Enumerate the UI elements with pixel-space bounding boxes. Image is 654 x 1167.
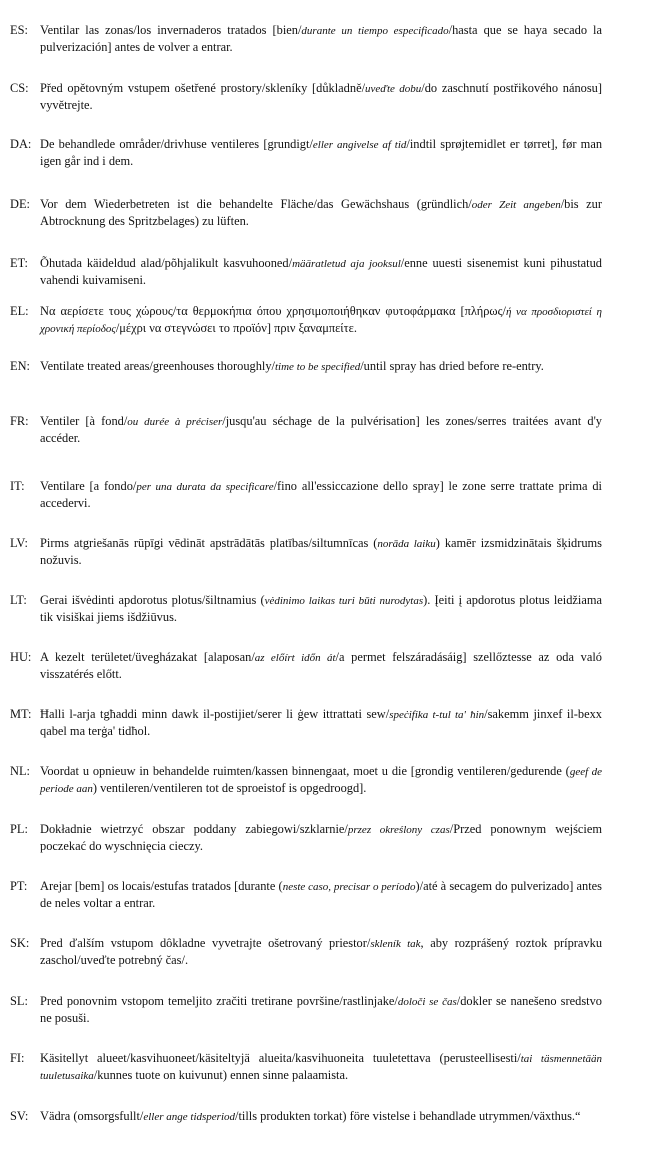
text-segment: /dokler se nanešeno sredstvo ne posuši. [40,994,602,1025]
entry-text [40,196,602,229]
text-segment: /tills produkten torkat) före vistelse i behandlade utrymmen/växthus.“ [235,1109,581,1123]
italic-placeholder-text: eller angivelse af tid [312,139,407,151]
entry-text [40,80,602,113]
text-segment: A kezelt területet/üvegházakat [alaposan/ [40,650,255,664]
language-entry [10,706,602,739]
entry-text [40,592,602,625]
text-segment: Ventilare [a fondo/ [40,479,137,493]
text-segment: /sakemm jinxef il-bexx qabel ma terġa' tidħol. [40,707,602,738]
language-entry [10,821,602,854]
text-segment: ) ventileren/ventileren tot de sproeistof is opgedroogd]. [92,781,367,795]
language-entry [10,478,602,511]
text-segment: Pirms atgriešanās rūpīgi vēdināt apstrādātās platības/siltumnīcas ( [40,536,378,550]
language-code: ET: [10,256,28,270]
language-entry [10,80,602,113]
text-segment: Vor dem Wiederbetreten ist die behandelte Fläche/das Gewächshaus (gründlich/ [40,197,472,211]
language-code: FI: [10,1051,25,1065]
language-code: CS: [10,81,29,95]
text-segment: Ventilate treated areas/greenhouses thoroughly/ [40,359,275,373]
language-code: NL: [10,764,30,778]
italic-placeholder-text: time to be specified [275,361,361,373]
italic-placeholder-text: ou durée à préciser [127,416,223,428]
entry-text [40,878,602,911]
language-code: SK: [10,936,30,950]
language-entry [10,196,602,229]
text-segment: /hasta que se haya secado la pulverización] antes de volver a entrar. [40,23,602,54]
language-entry [10,592,602,625]
language-code: ES: [10,23,28,37]
italic-placeholder-text: vėdinimo laikas turi būti nurodytas [264,595,424,607]
language-entry [10,358,602,375]
text-segment: ). Įeiti į apdorotus plotus leidžiama tik visiškai jiems išdžiūvus. [40,593,602,624]
italic-placeholder-text: oder Zeit angeben [471,199,561,211]
text-segment: )/até à secagem do pulverizado] antes de neles voltar a entrar. [40,879,602,910]
language-code: PT: [10,879,28,893]
italic-placeholder-text: določi se čas [397,996,457,1008]
text-segment: Před opětovným vstupem ošetřené prostory/skleníky [důkladně/ [40,81,366,95]
language-code: IT: [10,479,25,493]
language-code: HU: [10,650,32,664]
language-code: LV: [10,536,28,550]
text-segment: /indtil sprøjtemidlet er tørret], før man igen går ind i dem. [40,137,603,168]
language-entry [10,878,602,911]
italic-placeholder-text: neste caso, precisar o período [282,881,416,893]
italic-placeholder-text: tai täsmennetään tuuletusaika [40,1053,602,1082]
entry-text [40,358,602,375]
language-entry [10,255,602,288]
language-entry [10,1108,602,1125]
language-code: PL: [10,822,28,836]
text-segment: /until spray has dried before re-entry. [360,359,544,373]
entry-text [40,413,602,446]
language-entry [10,935,602,968]
language-entry [10,535,602,568]
text-segment: /enne uuesti sisenemist kuni pihustatud vahendi kuivamiseni. [40,256,602,287]
text-segment: Ventilar las zonas/los invernaderos tratados [bien/ [40,23,302,37]
text-segment: Arejar [bem] os locais/estufas tratados [durante ( [40,879,283,893]
language-entry [10,763,602,797]
text-segment: , aby rozprášený roztok prípravku zaschol/uveďte potrebný čas/. [40,936,603,967]
entry-text [40,821,602,854]
language-code: SL: [10,994,28,1008]
language-entry [10,22,602,55]
entry-text [40,1050,602,1084]
text-segment: /kunnes tuote on kuivunut) ennen sinne palaamista. [93,1068,349,1082]
italic-placeholder-text: az előírt időn át [254,652,336,664]
text-segment: /a permet felszáradásáig] szellőztesse az oda való visszatérés előtt. [40,650,602,681]
text-segment: /bis zur Abtrocknung des Spritzbelages) zu lüften. [40,197,602,228]
language-code: DE: [10,197,30,211]
italic-placeholder-text: skleník tak [370,938,421,950]
language-entry [10,1050,602,1084]
language-code: EL: [10,304,29,318]
italic-placeholder-text: ή να προσδιοριστεί η χρονική περίοδος [40,306,602,335]
entry-text [40,535,602,568]
text-segment: /fino all'essiccazione dello spray] le zone serre trattate prima di accedervi. [40,479,602,510]
italic-placeholder-text: norāda laiku [377,538,436,550]
entry-text [40,22,602,55]
text-segment: Ħalli l-arja tgħaddi minn dawk il-postijiet/serer li ġew ittrattati sew/ [40,707,390,721]
italic-placeholder-text: eller ange tidsperiod [143,1111,236,1123]
text-segment: Õhutada käideldud alad/põhjalikult kasvuhooned/ [40,256,293,270]
entry-text [40,935,602,968]
language-entry [10,413,602,446]
language-entry [10,303,602,337]
language-code: FR: [10,414,29,428]
language-code: EN: [10,359,30,373]
text-segment: ) kamēr izsmidzinātais šķidrums nožuvis. [40,536,602,567]
text-segment: Pred ponovnim vstopom temeljito zračiti tretirane površine/rastlinjake/ [40,994,398,1008]
entry-text [40,993,602,1026]
text-segment: /do zaschnutí postřikového nánosu] vyvětrejte. [40,81,602,112]
italic-placeholder-text: uveďte dobu [365,83,422,95]
text-segment: /Przed ponownym wejściem poczekać do wyschnięcia cieczy. [40,822,602,853]
italic-placeholder-text: przez określony czas [347,824,450,836]
entry-text [40,649,602,682]
italic-placeholder-text: per una durata da specificare [136,481,274,493]
language-entry [10,649,602,682]
language-code: SV: [10,1109,29,1123]
text-segment: /jusqu'au séchage de la pulvérisation] les zones/serres traitées avant d'y accéder. [40,414,603,445]
entry-text [40,136,602,169]
text-segment: Dokładnie wietrzyć obszar poddany zabiegowi/szklarnie/ [40,822,348,836]
text-segment: Voordat u opnieuw in behandelde ruimten/kassen binnengaat, moet u die [grondig ventileren/gedurende ( [40,764,570,778]
entry-text [40,763,602,797]
entry-text [40,255,602,288]
text-segment: Pred ďalším vstupom dôkladne vyvetrajte ošetrovaný priestor/ [40,936,371,950]
language-code: DA: [10,137,32,151]
italic-placeholder-text: määratletud aja jooksul [292,258,401,270]
entry-text [40,1108,602,1125]
entry-text [40,478,602,511]
language-entry [10,136,602,169]
italic-placeholder-text: geef de periode aan [40,766,603,795]
entry-text [40,706,602,739]
italic-placeholder-text: durante un tiempo especificado [301,25,449,37]
entry-text [40,303,602,337]
text-segment: Να αερίσετε τους χώρους/τα θερμοκήπια όπου χρησιμοποιήθηκαν φυτοφάρμακα [πλήρως/ [40,304,506,318]
text-segment: Käsitellyt alueet/kasvihuoneet/käsiteltyjä alueita/kasvihuoneita tuuletettava (perusteellisesti/ [40,1051,521,1065]
language-code: MT: [10,707,32,721]
text-segment: Gerai išvėdinti apdorotus plotus/šiltnamius ( [40,593,265,607]
text-segment: De behandlede områder/drivhuse ventileres [grundigt/ [40,137,313,151]
text-segment: /μέχρι να στεγνώσει το προϊόν] πριν ξαναμπείτε. [115,321,357,335]
italic-placeholder-text: speċifika t-tul ta' ħin [389,709,485,721]
language-code: LT: [10,593,27,607]
text-segment: Ventiler [à fond/ [40,414,128,428]
language-entry [10,993,602,1026]
text-segment: Vädra (omsorgsfullt/ [40,1109,144,1123]
